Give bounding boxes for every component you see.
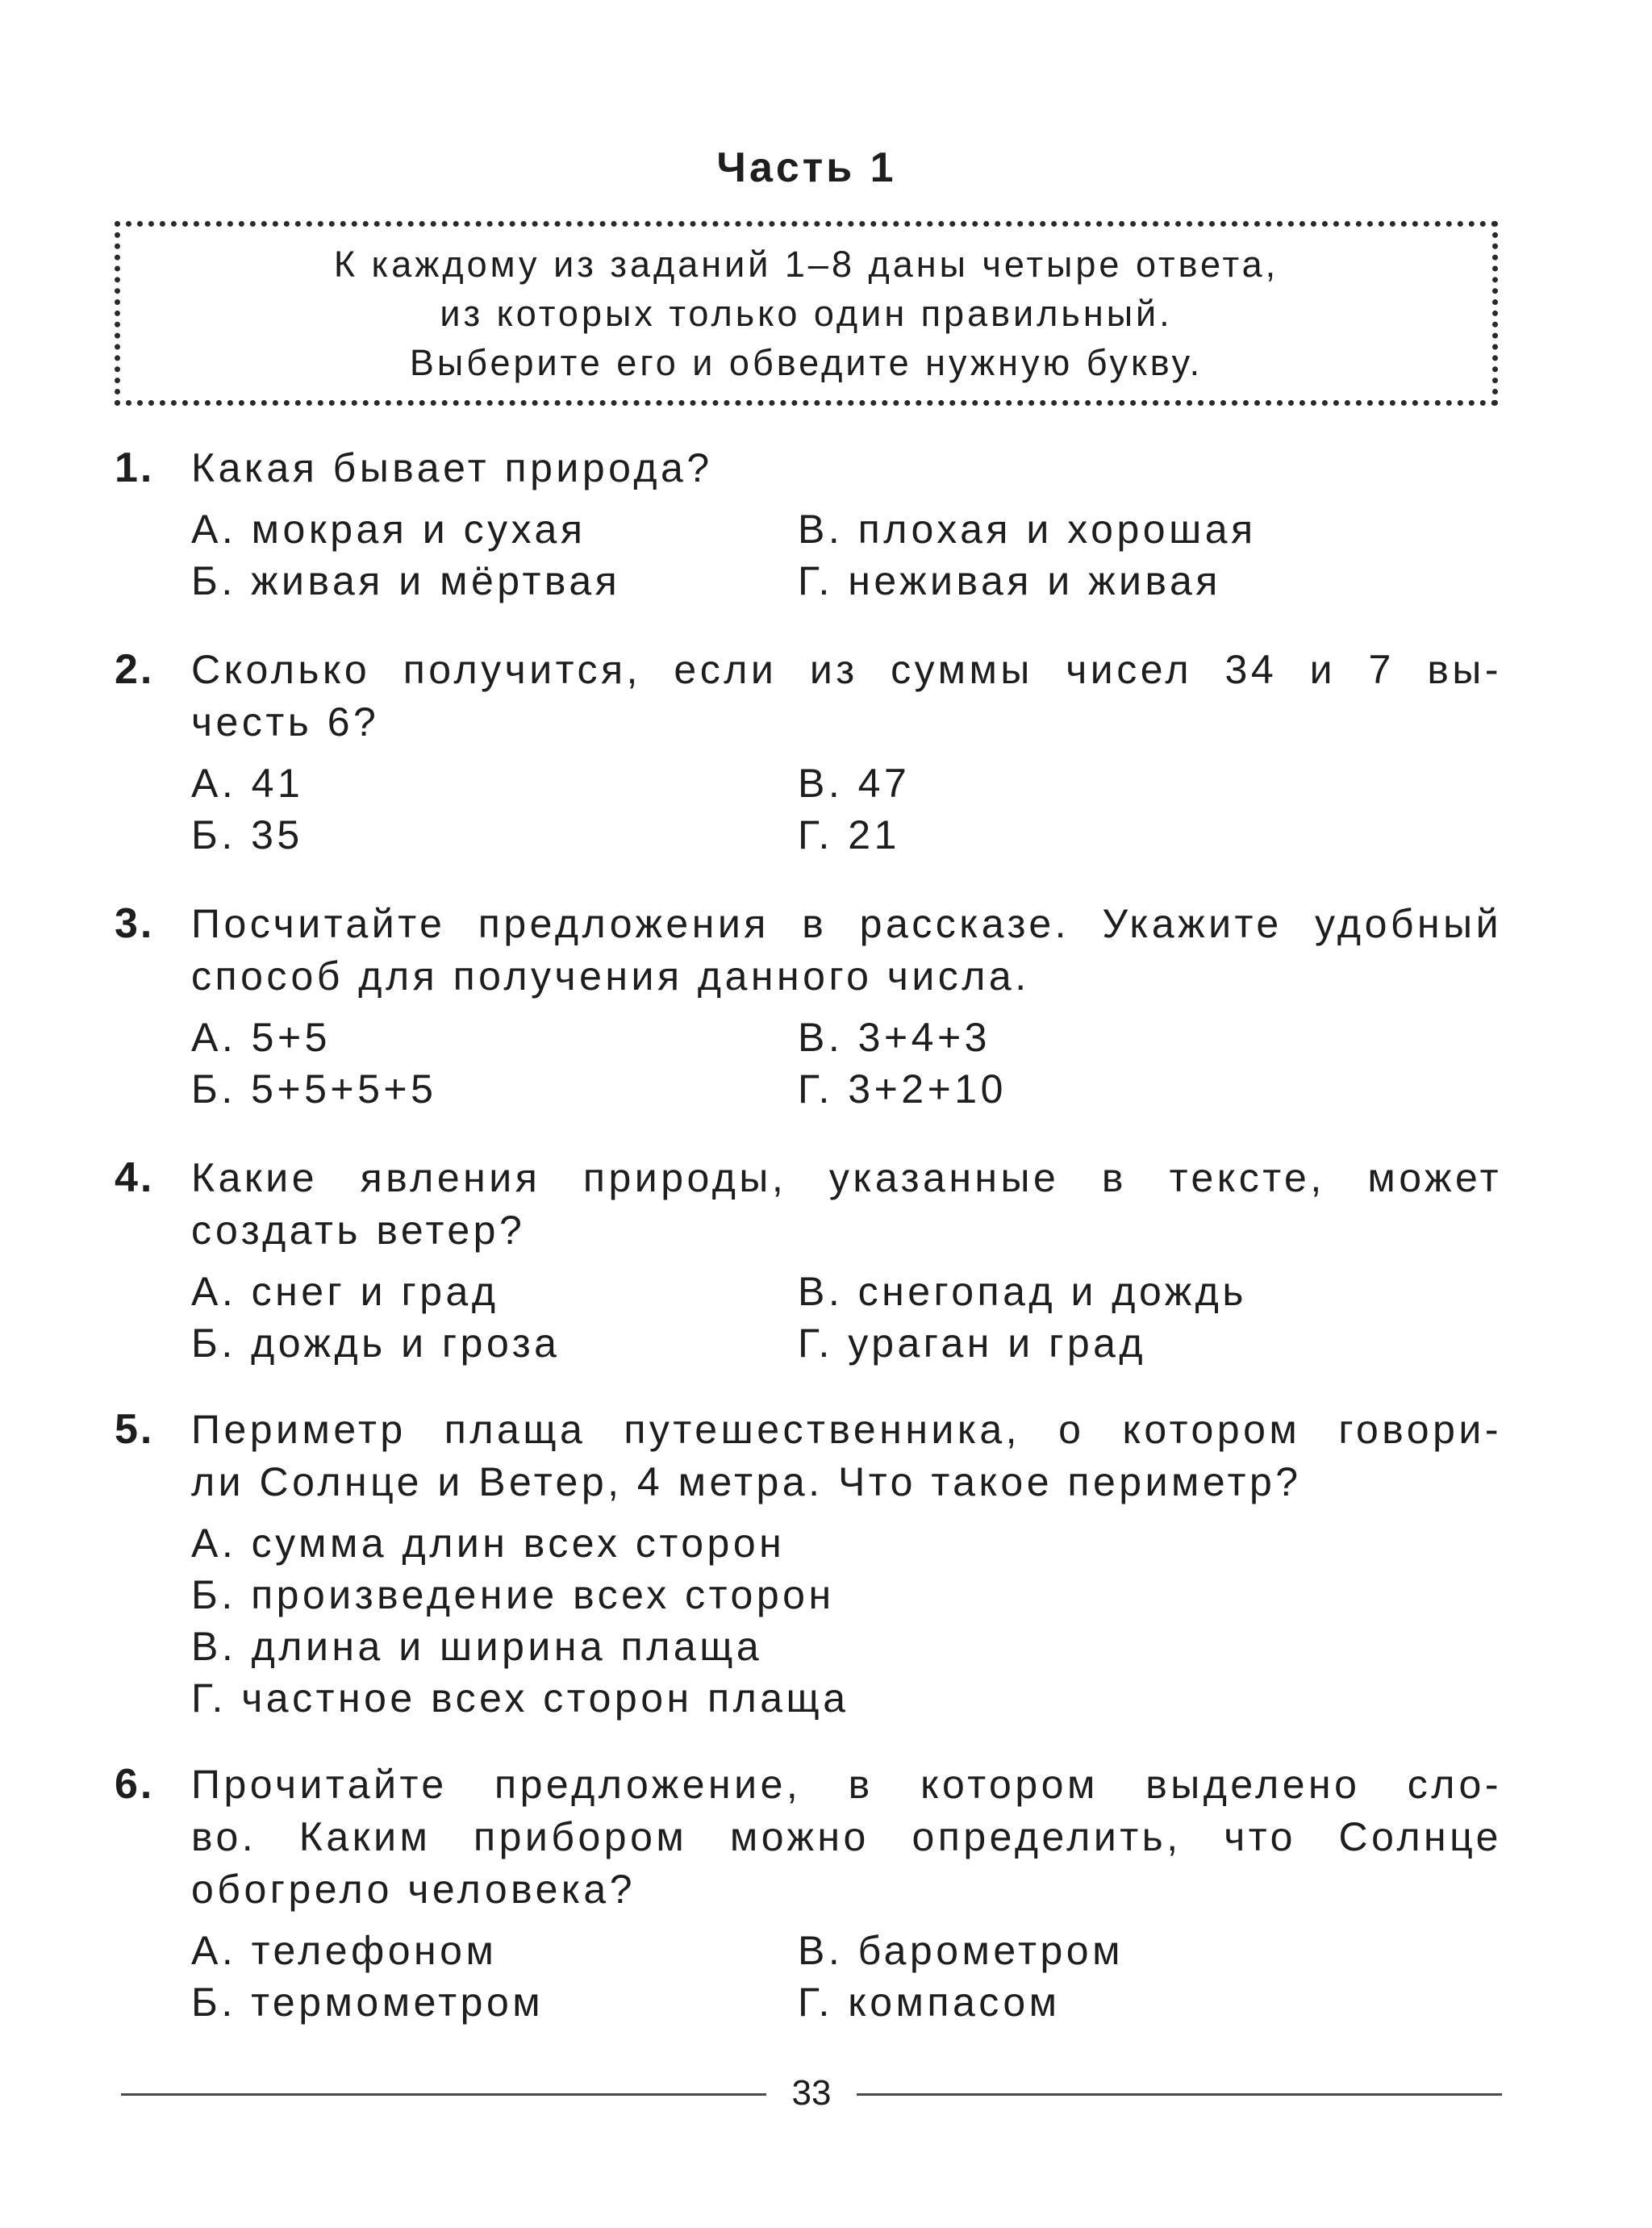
footer-rule-right [857,2093,1502,2096]
question-line: честь 6? [191,699,380,745]
answer-option-g[interactable]: Г. компасом [798,1980,1061,2025]
footer-rule-left [121,2093,766,2096]
answer-options [191,1012,1502,1115]
question-line: ли Солнце и Ветер, 4 метра. Что такое периметр? [191,1459,1302,1504]
answer-option-b[interactable]: Б. дождь и гроза [191,1321,561,1366]
answer-option-b[interactable]: Б. термометром [191,1980,544,2025]
answer-option-a[interactable]: А. сумма длин всех сторон [191,1521,786,1566]
answer-option-b[interactable]: Б. 5+5+5+5 [191,1066,437,1112]
part-title: Часть 1 [716,144,897,191]
question-text [191,898,1502,1003]
answer-options [191,1925,1502,2028]
question-text [191,1759,1502,1916]
answer-option-g[interactable]: Г. частное всех сторон плаща [191,1675,849,1721]
instruction-line: К каждому из заданий 1–8 даны четыре ответа, [333,244,1279,285]
answer-option-g[interactable]: Г. ураган и град [798,1321,1147,1366]
answer-option-g[interactable]: Г. 21 [798,812,900,857]
question-line: обогрело человека? [191,1867,636,1912]
answer-option-b[interactable]: Б. произведение всех сторон [191,1572,835,1617]
question-number: 3. [115,900,155,947]
answer-option-b[interactable]: Б. живая и мёртвая [191,558,621,603]
question-5 [115,1404,1502,1724]
instruction-line: Выберите его и обведите нужную букву. [409,342,1204,383]
question-1 [115,442,1502,607]
question-2 [115,644,1502,861]
answer-option-a[interactable]: А. мокрая и сухая [191,507,586,552]
answer-option-g[interactable]: Г. неживая и живая [798,558,1221,603]
question-line: Прочитайте предложение, в котором выделено сло- [191,1762,1502,1807]
question-4 [115,1152,1502,1369]
question-line: Какая бывает природа? [191,445,713,490]
question-line: Сколько получится, если из суммы чисел 34 и 7 вы- [191,647,1502,692]
question-number: 4. [115,1154,155,1201]
answer-options [191,757,1502,861]
instruction-line: из которых только один правильный. [440,293,1173,334]
question-line: Какие явления природы, указанные в тексте, может [191,1155,1502,1200]
question-6 [115,1759,1502,2028]
question-line: способ для получения данного числа. [191,953,1030,999]
answer-options [191,1266,1502,1369]
answer-option-v[interactable]: В. снегопад и дождь [798,1269,1247,1314]
question-line: Посчитайте предложения в рассказе. Укажите удобный [191,901,1502,946]
question-number: 6. [115,1761,155,1808]
answer-option-a[interactable]: А. 41 [191,761,304,806]
question-line: создать ветер? [191,1208,526,1253]
question-number: 1. [115,444,155,491]
answer-options [191,503,1502,607]
answer-option-b[interactable]: Б. 35 [191,812,303,857]
question-line: во. Каким прибором можно определить, что Солнце [191,1814,1502,1859]
answer-option-a[interactable]: А. снег и град [191,1269,499,1314]
answer-option-v[interactable]: В. 47 [798,761,911,806]
page-footer [121,2069,1502,2117]
question-3 [115,898,1502,1115]
answer-option-g[interactable]: Г. 3+2+10 [798,1066,1007,1112]
page-number: 33 [791,2073,832,2113]
answer-option-a[interactable]: А. 5+5 [191,1015,331,1060]
instructions-box [115,221,1498,406]
answer-option-v[interactable]: В. барометром [798,1928,1124,1973]
answer-option-v[interactable]: В. 3+4+3 [798,1015,991,1060]
question-number: 2. [115,646,155,693]
question-number: 5. [115,1406,155,1453]
question-text [191,1152,1502,1257]
answer-option-a[interactable]: А. телефоном [191,1928,498,1973]
answer-option-v[interactable]: В. плохая и хорошая [798,507,1257,552]
question-text [191,1404,1502,1508]
answer-option-v[interactable]: В. длина и ширина плаща [191,1624,763,1669]
question-line: Периметр плаща путешественника, о котором говори- [191,1407,1502,1452]
question-text [191,644,1502,749]
question-text [191,442,1502,494]
answer-options [191,1517,1502,1724]
